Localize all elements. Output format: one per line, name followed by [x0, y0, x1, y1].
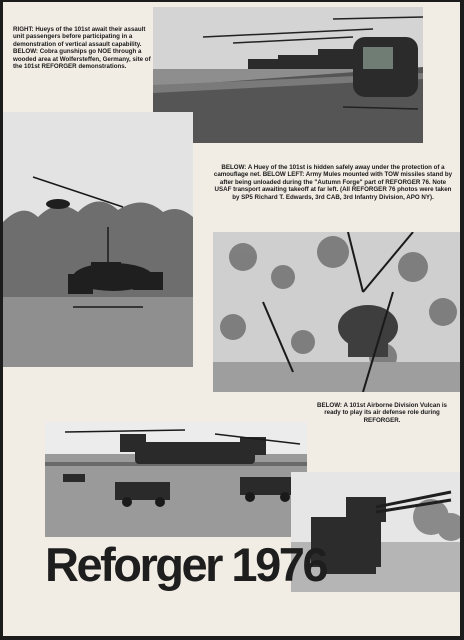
- caption-hueys-text: RIGHT: Hueys of the 101st await their assault unit passengers before participating in a demonstration of vertical assault capability.: [13, 26, 146, 48]
- caption-camouflage-text: BELOW: A Huey of the 101st is hidden safely away under the protection of a camouflage net. BELOW LEFT: Army Mules mounted with TOW missiles stand by after being unloaded during the "Autumn Forge" part of REFORGER 76. Note USAF transport awaiting takeoff at far left. (All REFORGER 76 photos were taken by SP5 Richard T. Edwards, 3rd CAB, 3rd Infantry Division, APO NY).: [213, 164, 453, 201]
- caption-top-left: [13, 26, 153, 70]
- page-title: Reforger 1976: [45, 538, 326, 591]
- caption-cobra-text: BELOW: Cobra gunships go NOE through a wooded area at Wolfersteffen, Germany, site of the 101st REFORGER demonstrations.: [13, 48, 151, 71]
- photo-huey-camouflage: [213, 232, 460, 392]
- photo-cobra-gunships: [3, 112, 193, 367]
- caption-vulcan: [308, 402, 456, 424]
- photo-chinook-mules: [45, 422, 307, 537]
- magazine-page: [3, 2, 460, 636]
- caption-camouflage: [213, 164, 453, 201]
- caption-vulcan-text: BELOW: A 101st Airborne Division Vulcan is ready to play its air defense role during REFORGER.: [317, 402, 447, 424]
- photo-hueys-lineup: [153, 7, 423, 143]
